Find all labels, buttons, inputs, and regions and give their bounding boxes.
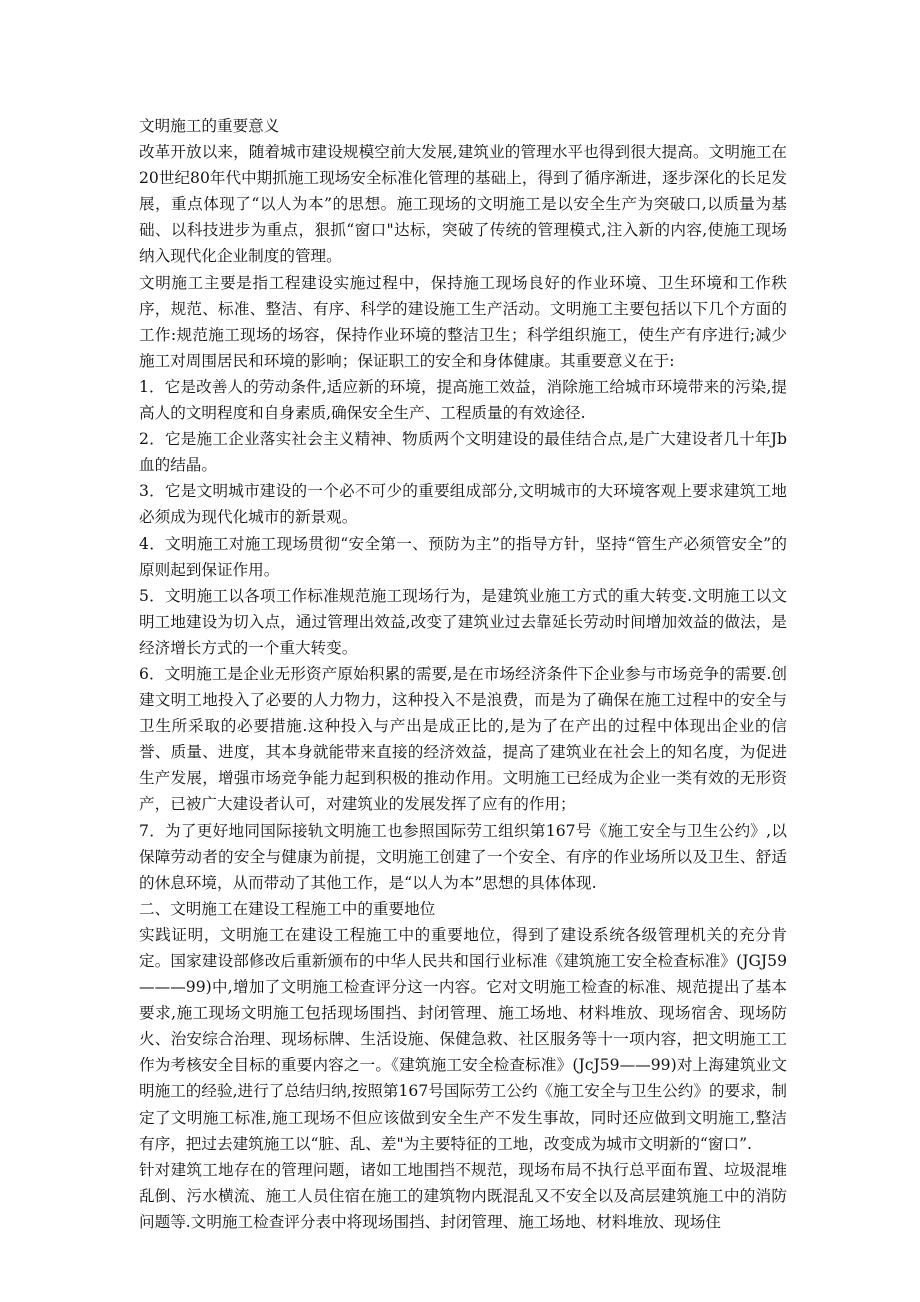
- list-item-2: 2．它是施工企业落实社会主义精神、物质两个文明建设的最佳结合点,是广大建设者几十年Jb血的结晶。: [139, 430, 787, 475]
- paragraph-intro: 改革开放以来，随着城市建设规模空前大发展,建筑业的管理水平也得到很大提高。文明施工在20世纪80年代中期抓施工现场安全标准化管理的基础上，得到了循序渐进，逐步深化的长足发展，重点体现了“以人为本”的思想。施工现场的文明施工是以安全生产为突破口,以质量为基础、以科技进步为重点，狠抓“窗口"达标，突破了传统的管理模式,注入新的内容,使施工现场纳入现代化企业制度的管理。: [139, 143, 787, 266]
- list-item-6: 6．文明施工是企业无形资产原始积累的需要,是在市场经济条件下企业参与市场竞争的需要.创建文明工地投入了必要的人力物力，这种投入不是浪费，而是为了确保在施工过程中的安全与卫生所采取的必要措施.这种投入与产出是成正比的,是为了在产出的过程中体现出企业的信誉、质量、进度，其本身就能带来直接的经济效益，提高了建筑业在社会上的知名度，为促进生产发展，增强市场竞争能力起到积极的推动作用。文明施工已经成为企业一类有效的无形资产，已被广大建设者认可，对建筑业的发展发挥了应有的作用；: [139, 664, 787, 814]
- list-item-7: 7．为了更好地同国际接轨文明施工也参照国际劳工组织第167号《施工安全与卫生公约》,以保障劳动者的安全与健康为前提，文明施工创建了一个安全、有序的作业场所以及卫生、舒适的休息环境，从而带动了其他工作，是“以人为本”思想的具体体现.: [139, 821, 787, 892]
- list-item-3: 3．它是文明城市建设的一个必不可少的重要组成部分,文明城市的大环境客观上要求建筑工地必须成为现代化城市的新景观。: [139, 482, 787, 527]
- section-heading-2: 二、文明施工在建设工程施工中的重要地位: [139, 899, 436, 918]
- list-item-5: 5．文明施工以各项工作标准规范施工现场行为，是建筑业施工方式的重大转变.文明施工以文明工地建设为切入点，通过管理出效益,改变了建筑业过去靠延长劳动时间增加效益的做法，是经济增长方式的一个重大转变。: [139, 586, 787, 657]
- list-item-4: 4．文明施工对施工现场贯彻“安全第一、预防为主”的指导方针，坚持“管生产必须管安全”的原则起到保证作用。: [139, 534, 787, 579]
- list-item-1: 1．它是改善人的劳动条件,适应新的环境，提高施工效益，消除施工给城市环境带来的污染,提高人的文明程度和自身素质,确保安全生产、工程质量的有效途径.: [139, 377, 787, 423]
- document-title: 文明施工的重要意义: [139, 117, 280, 135]
- paragraph-problems: 针对建筑工地存在的管理问题，诸如工地围挡不规范，现场布局不执行总平面布置、垃圾混堆乱倒、污水横流、施工人员住宿在施工的建筑物内既混乱又不安全以及高层建筑施工中的消防问题等.文明施工检查评分表中将现场围挡、封闭管理、施工场地、材料堆放、现场住: [139, 1160, 787, 1231]
- document-body: [139, 113, 787, 1235]
- paragraph-practice: 实践证明，文明施工在建设工程施工中的重要地位，得到了建设系统各级管理机关的充分肯定。国家建设部修改后重新颁布的中华人民共和国行业标准《建筑施工安全检查标准》(JGJ59———99)中,增加了文明施工检查评分这一内容。它对文明施工检查的标准、规范提出了基本要求,施工现场文明施工包括现场围挡、封闭管理、施工场地、材料堆放、现场宿舍、现场防火、治安综合治理、现场标牌、生活设施、保健急救、社区服务等十一项内容，把文明施工工作为考核安全目标的重要内容之一。《建筑施工安全检查标准》(JcJ59——99)对上海建筑业文明施工的经验,进行了总结归纳,按照第167号国际劳工公约《施工安全与卫生公约》的要求，制定了文明施工标准,施工现场不但应该做到安全生产不发生事故，同时还应做到文明施工,整洁有序，把过去建筑施工以“脏、乱、差"为主要特征的工地，改变成为城市文明新的“窗口”.: [139, 925, 787, 1153]
- paragraph-definition: 文明施工主要是指工程建设实施过程中，保持施工现场良好的作业环境、卫生环境和工作秩序，规范、标准、整洁、有序、科学的建设施工生产活动。文明施工主要包括以下几个方面的工作:规范施工现场的场容，保持作业环境的整洁卫生；科学组织施工，使生产有序进行;减少施工对周围居民和环境的影响；保证职工的安全和身体健康。其重要意义在于:: [139, 273, 787, 370]
